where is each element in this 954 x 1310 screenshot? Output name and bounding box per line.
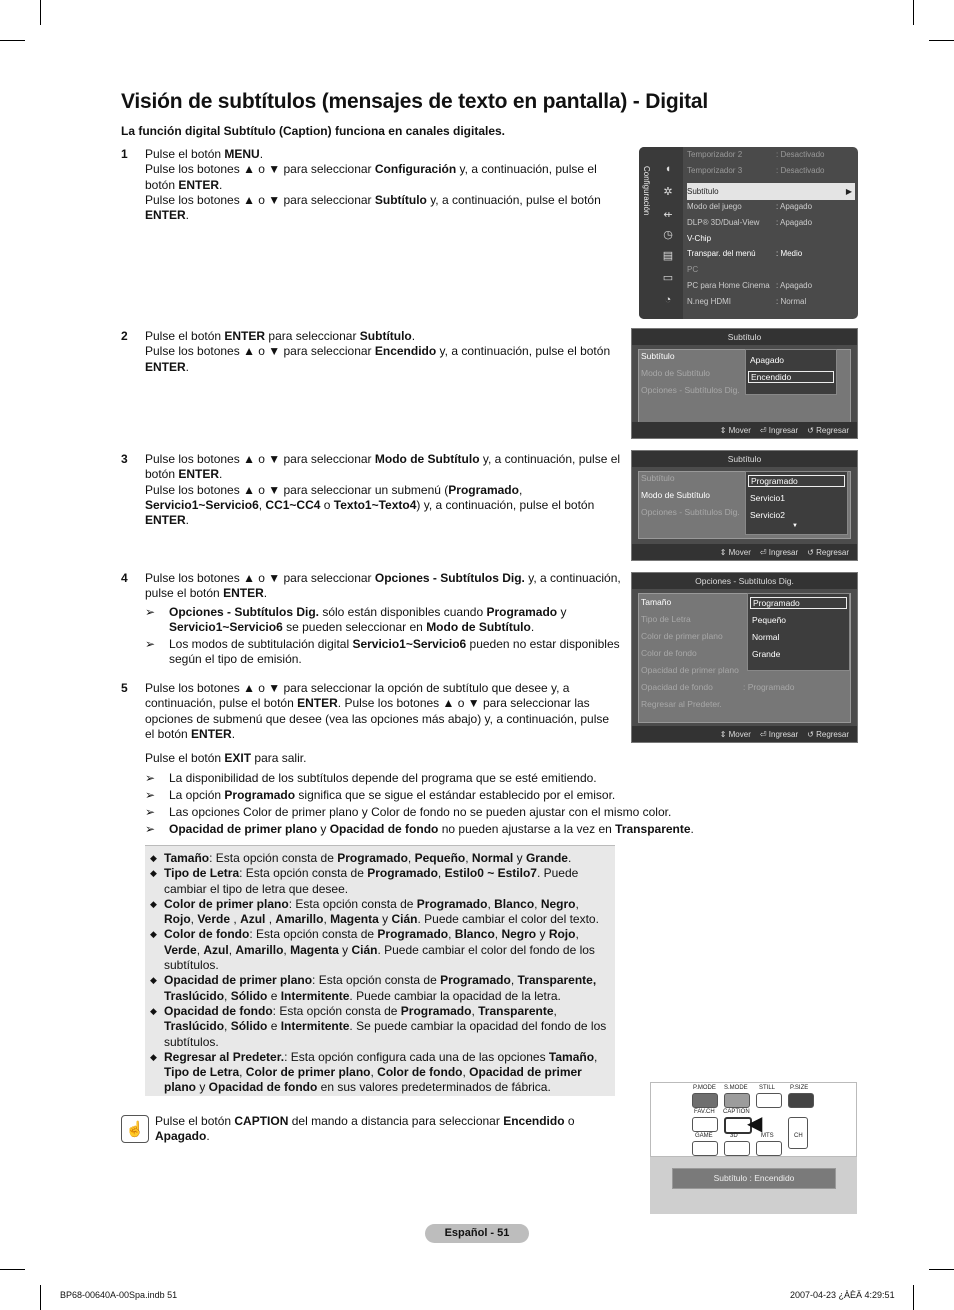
arrow-icon: ➢: [145, 805, 156, 819]
channel-icon: ⇷: [663, 209, 673, 221]
option-item[interactable]: Normal: [752, 632, 780, 642]
3d-button[interactable]: [724, 1141, 750, 1156]
remote-control-illustration: [650, 1082, 857, 1214]
page-title: Visión de subtítulos (mensajes de texto en pantalla) - Digital: [121, 90, 708, 113]
remote-label: MTS: [761, 1133, 774, 1139]
crop-mark: [913, 1285, 914, 1310]
display-icon: ▭: [662, 272, 674, 284]
crop-mark: [40, 1285, 41, 1310]
remote-label: P.SIZE: [790, 1085, 809, 1091]
psize-button[interactable]: [788, 1093, 814, 1108]
note: ➢ La opción Programado significa que se sigue el estándar establecido por el emisor.: [145, 788, 616, 802]
step-2: [121, 329, 621, 375]
option-item-selected[interactable]: Programado: [748, 475, 845, 487]
list-item: ◆ Color de fondo: Esta opción consta de Programado, Blanco, Negro y Rojo, Verde, Azul, Amarillo, Magenta y Cián. Puede cambiar el color del fondo de los subtítulos.: [150, 927, 595, 973]
pointer-arrow-icon: ◀: [747, 1113, 763, 1135]
still-button[interactable]: [756, 1093, 782, 1108]
menu-row[interactable]: PC: [687, 265, 699, 275]
step-text: Pulse los botones ▲ o ▼ para seleccionar Opciones - Subtítulos Dig. y, a continuación, pulse el botón ENTER. ➢ Opciones - Subtítulos Dig. sólo están disponibles cuando Programado y Servicio1~Servicio6 se pueden seleccionar en Modo de Subtítulo. ➢ Los modos de subtitulación digital Servicio1~Servicio6 pueden no estar disponibles según el tipo de emisión.: [145, 571, 621, 667]
arrow-icon: ➢: [145, 822, 156, 836]
step-number: 1: [121, 147, 128, 161]
menu-header: Subtítulo: [632, 329, 857, 345]
option-item[interactable]: Servicio1: [750, 493, 785, 503]
note: ➢ Opacidad de primer plano y Opacidad de fondo no pueden ajustarse a la vez en Transparente.: [145, 822, 694, 836]
step-3: [121, 452, 621, 528]
step-text: Pulse los botones ▲ o ▼ para seleccionar la opción de subtítulo que desee y, a continuación, pulse el botón ENTER. Pulse los botones ▲ o ▼ para seleccionar las opciones de submenú que desee (vea las opciones más abajo) y, a continuación, pulse el botón ENTER.: [145, 681, 610, 741]
print-footer-left: BP68-00640A-00Spa.indb 51: [60, 1290, 178, 1300]
menu-item[interactable]: Modo de Subtítulo: [641, 368, 710, 378]
move-hint: ⇕ Mover: [719, 547, 751, 557]
menu-item[interactable]: Tamaño: [641, 597, 672, 607]
settings-menu-screenshot: [639, 147, 858, 319]
note: ➢ Opciones - Subtítulos Dig. sólo están disponibles cuando Programado y Servicio1~Servicio6 se pueden seleccionar en Modo de Subtítulo.: [145, 604, 567, 634]
step-number: 2: [121, 329, 128, 343]
enter-hint: ⏎ Ingresar: [759, 729, 799, 739]
hand-icon: ☝: [121, 1115, 149, 1143]
step-1: [121, 147, 621, 223]
exit-instruction: Pulse el botón EXIT para salir.: [145, 751, 307, 765]
arrow-icon: ➢: [145, 604, 156, 619]
options-popup: [745, 349, 837, 395]
return-hint: ↺ Regresar: [807, 547, 849, 557]
options-popup: [745, 471, 848, 535]
option-item[interactable]: Apagado: [750, 355, 785, 365]
note: ➢ Los modos de subtitulación digital Servicio1~Servicio6 pueden no estar disponibles según el tipo de emisión.: [145, 637, 620, 667]
list-item: ◆ Opacidad de primer plano: Esta opción consta de Programado, Transparente, Traslúcido, Sólido e Intermitente. Puede cambiar la opacidad de la letra.: [150, 973, 597, 1003]
menu-row[interactable]: V-Chip: [687, 233, 712, 243]
arrow-icon: ➢: [145, 637, 156, 652]
menu-row[interactable]: Modo del juego : Apagado: [687, 202, 813, 212]
note: ➢ La disponibilidad de los subtítulos depende del programa que se esté emitiendo.: [145, 771, 597, 785]
option-item-selected[interactable]: Encendido: [748, 371, 834, 383]
caption-status-bar: Subtítulo : Encendido: [672, 1168, 836, 1189]
remote-buttons: [650, 1082, 857, 1157]
step-5: [121, 681, 621, 742]
menu-row[interactable]: PC para Home Cinema : Apagado: [687, 280, 813, 290]
return-hint: ↺ Regresar: [807, 729, 849, 739]
menu-row[interactable]: Transpar. del menú : Medio: [687, 249, 803, 259]
crop-mark: [929, 1269, 954, 1270]
options-box: [145, 845, 615, 1096]
caption-mode-screenshot: [631, 450, 858, 561]
menu-item[interactable]: Color de fondo: [641, 648, 697, 658]
step-text: Pulse el botón ENTER para seleccionar Subtítulo. Pulse los botones ▲ o ▼ para seleccionar Encendido y, a continuación, pulse el botón ENTER.: [145, 329, 611, 374]
menu-item-value: : Programado: [743, 682, 795, 692]
caption-menu-screenshot: [631, 328, 858, 439]
remote-label: GAME: [695, 1133, 713, 1139]
arrow-icon: ➢: [145, 771, 156, 785]
menu-row-selected[interactable]: Subtítulo ▶: [687, 183, 855, 200]
crop-mark: [0, 40, 25, 41]
option-item-selected[interactable]: Programado: [750, 597, 847, 609]
remote-label: CAPTION: [723, 1109, 750, 1115]
arrow-icon: ➢: [145, 788, 156, 802]
menu-item[interactable]: Regresar al Predeter.: [641, 699, 722, 709]
chevron-down-icon: ▼: [792, 523, 798, 529]
remote-label: P.MODE: [693, 1085, 716, 1091]
menu-item[interactable]: Opciones - Subtítulos Dig.: [641, 385, 740, 395]
tip-text: Pulse el botón CAPTION del mando a distancia para seleccionar Encendido o Apagado.: [155, 1114, 575, 1144]
menu-header: Opciones - Subtítulos Dig.: [632, 573, 857, 589]
crop-mark: [929, 40, 954, 41]
menu-footer: [632, 544, 857, 560]
page-number: Español - 51: [425, 1224, 529, 1243]
list-item: ◆ Tipo de Letra: Esta opción consta de Programado, Estilo0 ~ Estilo7. Puede cambiar el tipo de letra que desee.: [150, 866, 579, 896]
list-item: ◆ Opacidad de fondo: Esta opción consta de Programado, Transparente, Traslúcido, Sólido e Intermitente. Se puede cambiar la opacidad del fondo de los subtítulos.: [150, 1003, 607, 1049]
menu-item[interactable]: Subtítulo: [641, 351, 675, 361]
step-text: Pulse los botones ▲ o ▼ para seleccionar Modo de Subtítulo y, a continuación, pulse el botón ENTER. Pulse los botones ▲ o ▼ para seleccionar un submenú (Programado, Servicio1~Servicio6, CC1~CC4 o Texto1~Texto4) y, a continuación, pulse el botón ENTER.: [145, 452, 621, 528]
menu-item[interactable]: Opciones - Subtítulos Dig.: [641, 507, 740, 517]
menu-footer: [632, 422, 857, 438]
enter-hint: ⏎ Ingresar: [759, 425, 799, 435]
remote-label: 3D: [730, 1133, 738, 1139]
menu-item[interactable]: Subtítulo: [641, 473, 675, 483]
menu-row[interactable]: DLP® 3D/Dual-View : Apagado: [687, 218, 813, 228]
pmode-button[interactable]: [692, 1093, 718, 1108]
print-footer-right: 2007-04-23 ¿ÀÈÄ 4:29:51: [790, 1290, 895, 1300]
step-number: 3: [121, 452, 128, 466]
arrow-right-icon: ▶: [845, 187, 852, 197]
menu-item[interactable]: Opacidad de primer plano: [641, 665, 739, 675]
list-item: ◆ Color de primer plano: Esta opción consta de Programado, Blanco, Negro, Rojo, Verde , Azul , Amarillo, Magenta y Cián. Puede cambiar el color del texto.: [150, 896, 599, 927]
notes-list: [145, 770, 745, 838]
picture-icon: ◖: [664, 163, 672, 175]
clock-icon: ◷: [663, 229, 673, 241]
menu-row[interactable]: N.neg HDMI : Normal: [687, 296, 807, 306]
menu-item[interactable]: Modo de Subtítulo: [641, 490, 710, 500]
menu-item[interactable]: Tipo de Letra: [641, 614, 691, 624]
input-icon: ▤: [662, 250, 674, 262]
menu-item[interactable]: Color de primer plano: [641, 631, 723, 641]
gear-icon: ✲: [663, 186, 673, 198]
game-button[interactable]: [692, 1141, 718, 1156]
menu-category-label: Configuración: [642, 166, 651, 216]
step-number: 4: [121, 571, 128, 585]
menu-sidebar: [639, 147, 683, 319]
option-item[interactable]: Servicio2: [750, 510, 785, 520]
step-4: [121, 571, 621, 668]
smode-button[interactable]: [724, 1093, 750, 1108]
options-popup: [747, 593, 850, 671]
menu-header: Subtítulo: [632, 451, 857, 467]
menu-item[interactable]: Opacidad de fondo: [641, 682, 713, 692]
move-hint: ⇕ Mover: [719, 425, 751, 435]
move-hint: ⇕ Mover: [719, 729, 751, 739]
crop-mark: [0, 1269, 25, 1270]
menu-row[interactable]: Temporizador 2 : Desactivado: [687, 150, 825, 159]
crop-mark: [913, 0, 914, 25]
mts-button[interactable]: [756, 1141, 782, 1156]
remote-label: CH: [794, 1133, 803, 1139]
remote-label: STILL: [759, 1085, 776, 1091]
option-item[interactable]: Grande: [752, 649, 781, 659]
option-item[interactable]: Pequeño: [752, 615, 787, 625]
enter-hint: ⏎ Ingresar: [759, 547, 799, 557]
list-item: ◆ Tamaño: Esta opción consta de Programado, Pequeño, Normal y Grande.: [150, 851, 572, 865]
step-text: Pulse el botón MENU. Pulse los botones ▲ o ▼ para seleccionar Configuración y, a continuación, pulse el botón ENTER. Pulse los botones ▲ o ▼ para seleccionar Subtítulo y, a continuación, pulse el botón ENTER.: [145, 147, 601, 223]
digital-caption-options-screenshot: [631, 572, 858, 743]
menu-row[interactable]: Temporizador 3 : Desactivado: [687, 165, 825, 175]
remote-label: FAV.CH: [694, 1109, 715, 1115]
return-hint: ↺ Regresar: [807, 425, 849, 435]
support-icon: ◔: [664, 294, 672, 306]
note: ➢ Las opciones Color de primer plano y Color de fondo no se pueden ajustar con el mismo color.: [145, 805, 672, 819]
menu-footer: [632, 726, 857, 742]
intro-text: La función digital Subtítulo (Caption) funciona en canales digitales.: [121, 124, 506, 138]
step-number: 5: [121, 681, 128, 695]
favch-button[interactable]: [692, 1117, 718, 1132]
remote-label: S.MODE: [724, 1085, 748, 1091]
list-item: ◆ Regresar al Predeter.: Esta opción configura cada una de las opciones Tamaño, Tipo de Letra, Color de primer plano, Color de fondo, Opacidad de primer plano y Opacidad de fondo en sus valores predeterminados de fábrica.: [150, 1049, 598, 1095]
crop-mark: [40, 0, 41, 25]
